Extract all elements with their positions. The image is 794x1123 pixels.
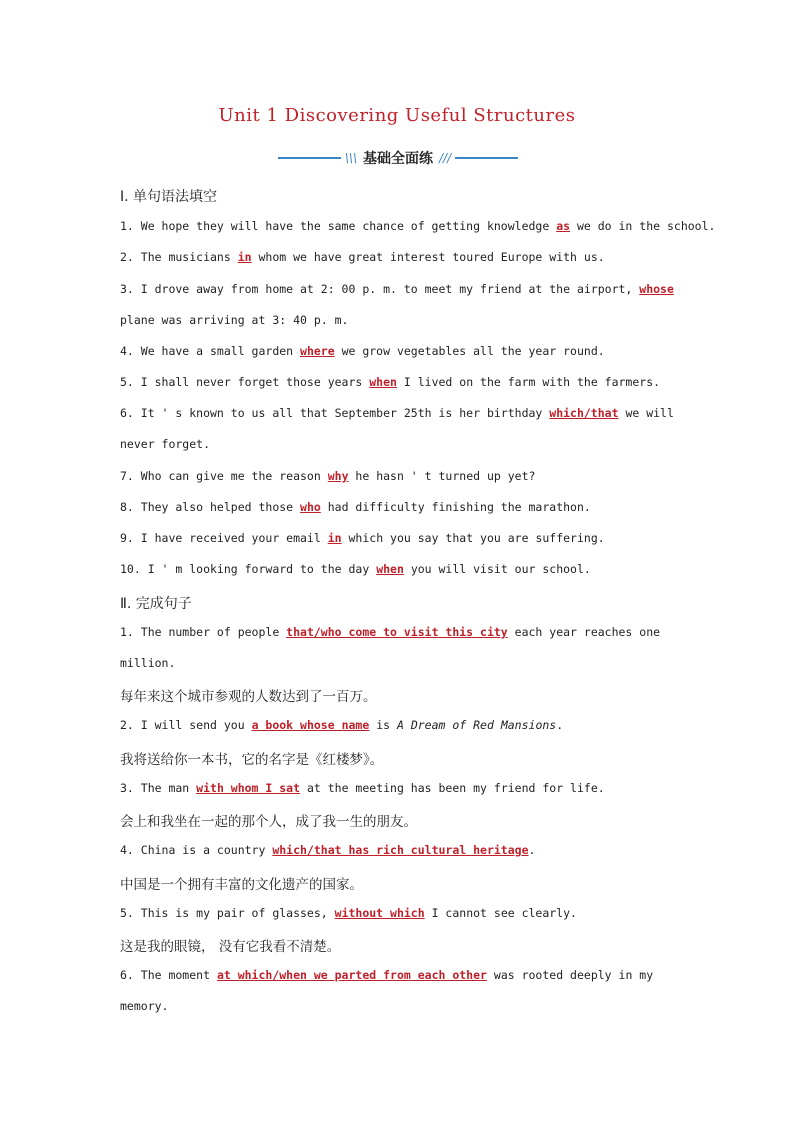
exercise-line (120, 781, 680, 795)
answer-blank: who (300, 500, 321, 514)
line-text: is (369, 718, 397, 732)
answer-blank: when (376, 562, 404, 576)
answer-blank: at which/when we parted from each other (216, 968, 487, 982)
line-text: 6. The moment (120, 968, 217, 982)
line-text: 1. We hope they will have the same chance of getting knowledge (120, 219, 557, 233)
exercise-line (120, 344, 680, 358)
line-text: at the meeting has been my friend for life. (300, 781, 605, 795)
section-heading-sentences: Ⅱ. 完成句子 (120, 596, 192, 612)
answer-blank: when (369, 375, 397, 389)
answer-blank: where (300, 344, 335, 358)
line-text: 1. The number of people (120, 625, 287, 639)
line-text: you will visit our school. (403, 562, 591, 576)
line-text: 3. I drove away from home at 2: 00 p. m. to meet my friend at the airport, (120, 282, 640, 296)
exercise-line (120, 906, 680, 920)
line-text: 9. I have received your email (120, 531, 328, 545)
line-text: 4. We have a small garden (120, 344, 301, 358)
exercise-line (120, 625, 680, 639)
answer-blank: as (556, 219, 571, 233)
exercise-line-continued: never forget. (120, 437, 211, 451)
section-banner (278, 146, 518, 170)
exercise-line (120, 500, 680, 514)
line-text: I cannot see clearly. (424, 906, 577, 920)
answer-blank: without which (334, 906, 425, 920)
chinese-translation: 每年来这个城市参观的人数达到了一百万。 (120, 689, 377, 705)
line-text: whom we have great interest toured Europe with us. (251, 250, 605, 264)
line-text: I lived on the farm with the farmers. (396, 375, 661, 389)
answer-blank: that/who come to visit this city (286, 625, 508, 639)
answer-blank: in (327, 531, 342, 545)
exercise-line (120, 469, 680, 483)
exercise-line (120, 562, 680, 576)
exercise-line (120, 843, 680, 857)
answer-blank: a book whose name (251, 718, 370, 732)
line-text: 5. This is my pair of glasses, (120, 906, 335, 920)
line-text: he hasn ' t turned up yet? (348, 469, 536, 483)
line-text: had difficulty finishing the marathon. (320, 500, 591, 514)
exercise-line (120, 282, 680, 296)
answer-blank: which/that has rich cultural heritage (272, 843, 529, 857)
exercise-line (120, 968, 680, 982)
line-text: 8. They also helped those (120, 500, 301, 514)
line-text: 7. Who can give me the reason (120, 469, 328, 483)
line-text: we will (618, 406, 674, 420)
line-text: 4. China is a country (120, 843, 273, 857)
line-text: 10. I ' m looking forward to the day (120, 562, 377, 576)
exercise-line (120, 406, 680, 420)
line-text: we do in the school. (570, 219, 716, 233)
exercise-line (120, 375, 680, 389)
exercise-line-continued: plane was arriving at 3: 40 p. m. (120, 313, 349, 327)
exercise-line (120, 718, 680, 732)
line-text: . (528, 843, 536, 857)
line-text: we grow vegetables all the year round. (334, 344, 605, 358)
exercise-line-continued: memory. (120, 999, 169, 1013)
exercise-line (120, 531, 680, 545)
line-text: . (556, 718, 564, 732)
book-title: A Dream of Red Mansions (396, 718, 557, 732)
chinese-translation: 这是我的眼镜， 没有它我看不清楚。 (120, 939, 341, 955)
line-text: 6. It ' s known to us all that September 25th is her birthday (120, 406, 550, 420)
banner-slashes-right: /// (439, 151, 452, 165)
line-text: 2. I will send you (120, 718, 252, 732)
section-heading-grammar: Ⅰ. 单句语法填空 (120, 189, 218, 205)
line-text: which you say that you are suffering. (341, 531, 605, 545)
banner-label: 基础全面练 (363, 151, 433, 167)
chinese-translation: 会上和我坐在一起的那个人，成了我一生的朋友。 (120, 814, 417, 830)
exercise-line-continued: million. (120, 656, 176, 670)
answer-blank: whose (639, 282, 674, 296)
answer-blank: with whom I sat (196, 781, 301, 795)
page-title: Unit 1 Discovering Useful Structures (218, 105, 576, 126)
answer-blank: why (327, 469, 349, 483)
line-text: 3. The man (120, 781, 197, 795)
line-text: 2. The musicians (120, 250, 238, 264)
exercise-line (120, 219, 716, 233)
answer-blank: which/that (549, 406, 619, 420)
exercise-line (120, 250, 680, 264)
chinese-translation: 中国是一个拥有丰富的文化遗产的国家。 (120, 877, 363, 893)
banner-line-left (278, 157, 341, 159)
line-text: 5. I shall never forget those years (120, 375, 370, 389)
line-text: each year reaches one (507, 625, 661, 639)
line-text: was rooted deeply in my (486, 968, 654, 982)
answer-blank: in (237, 250, 252, 264)
banner-line-right (455, 157, 518, 159)
chinese-translation: 我将送给你一本书，它的名字是《红楼梦》。 (120, 752, 384, 768)
banner-slashes-left: \\\ (344, 151, 357, 165)
